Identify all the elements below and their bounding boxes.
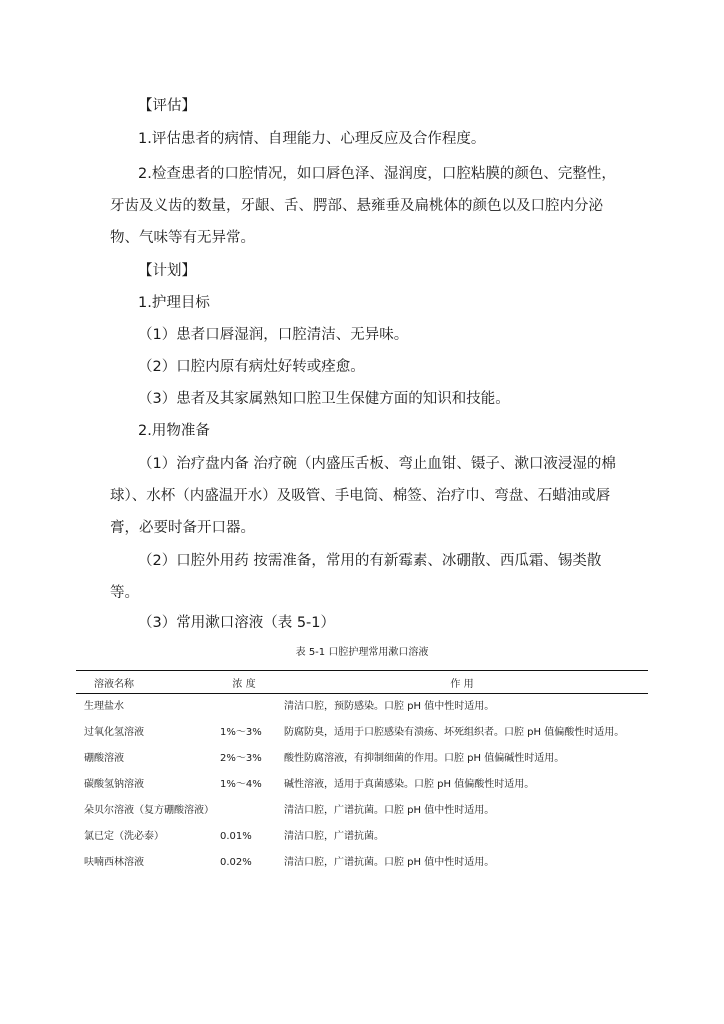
table-row (76, 694, 648, 721)
mouthwash-table (76, 670, 648, 878)
cell-solution-name: 碳酸氢钠溶液 (84, 779, 144, 790)
header-concentration: 浓 度 (212, 671, 276, 694)
cell-concentration: 0.01% (220, 831, 252, 842)
cell-concentration: 0.02% (220, 857, 252, 868)
cell-solution-name: 朵贝尔溶液（复方硼酸溶液） (84, 805, 214, 816)
plan-heading: 【计划】 (138, 263, 196, 279)
goal-2: （2）口腔内原有病灶好转或痊愈。 (138, 359, 365, 375)
header-solution-name: 溶液名称 (76, 671, 212, 694)
cell-effect: 清洁口腔，广谱抗菌。口腔 pH 值中性时适用。 (284, 805, 495, 816)
cell-solution-name: 呋喃西林溶液 (84, 857, 144, 868)
assessment-heading: 【评估】 (138, 98, 196, 114)
assessment-item-1: 1.评估患者的病情、自理能力、心理反应及合作程度。 (138, 131, 486, 147)
cell-concentration (212, 694, 276, 721)
cell-solution-name: 生理盐水 (84, 701, 124, 712)
cell-concentration: 1%～3% (220, 727, 262, 738)
table-caption: 表 5-1 口腔护理常用漱口溶液 (295, 647, 429, 658)
goal-3: （3）患者及其家属熟知口腔卫生保健方面的知识和技能。 (138, 391, 510, 407)
cell-effect: 清洁口腔，广谱抗菌。 (284, 831, 384, 842)
table-row (76, 850, 648, 878)
cell-concentration (212, 798, 276, 824)
cell-effect: 碱性溶液，适用于真菌感染。口腔 pH 值偏酸性时适用。 (284, 779, 535, 790)
supply-2: （2）口腔外用药 按需准备，常用的有新霉素、冰硼散、西瓜霜、锡类散等。 (110, 553, 602, 601)
cell-concentration: 1%～4% (220, 779, 262, 790)
supply-3: （3）常用漱口溶液（表 5-1） (138, 615, 336, 631)
table-row (76, 798, 648, 824)
cell-effect: 清洁口腔，广谱抗菌。口腔 pH 值中性时适用。 (284, 857, 495, 868)
table-row (76, 720, 648, 746)
cell-effect: 防腐防臭，适用于口腔感染有溃疡、坏死组织者。口腔 pH 值偏酸性时适用。 (284, 727, 625, 738)
cell-solution-name: 过氧化氢溶液 (84, 727, 144, 738)
cell-effect: 清洁口腔，预防感染。口腔 pH 值中性时适用。 (284, 701, 495, 712)
cell-solution-name: 氯已定（洗必泰） (84, 831, 164, 842)
goal-1: （1）患者口唇湿润，口腔清洁、无异味。 (138, 327, 409, 343)
table-row (76, 824, 648, 850)
cell-solution-name: 硼酸溶液 (84, 753, 124, 764)
table-header-row (76, 671, 648, 694)
cell-effect: 酸性防腐溶液，有抑制细菌的作用。口腔 pH 值偏碱性时适用。 (284, 753, 565, 764)
goals-title: 1.护理目标 (138, 295, 210, 311)
table-row (76, 772, 648, 798)
supply-1: （1）治疗盘内备 治疗碗（内盛压舌板、弯止血钳、镊子、漱口液浸湿的棉球）、水杯（内盛温开水）及吸管、手电筒、棉签、治疗巾、弯盘、石蜡油或唇膏，必要时备开口器。 (110, 456, 616, 536)
assessment-item-2: 2.检查患者的口腔情况，如口唇色泽、湿润度，口腔粘膜的颜色、完整性，牙齿及义齿的数量，牙龈、舌、腭部、悬雍垂及扁桃体的颜色以及口腔内分泌物、气味等有无异常。 (110, 166, 616, 246)
supplies-title: 2.用物准备 (138, 423, 210, 439)
cell-concentration: 2%～3% (220, 753, 262, 764)
table-row (76, 746, 648, 772)
header-effect: 作 用 (276, 671, 648, 694)
